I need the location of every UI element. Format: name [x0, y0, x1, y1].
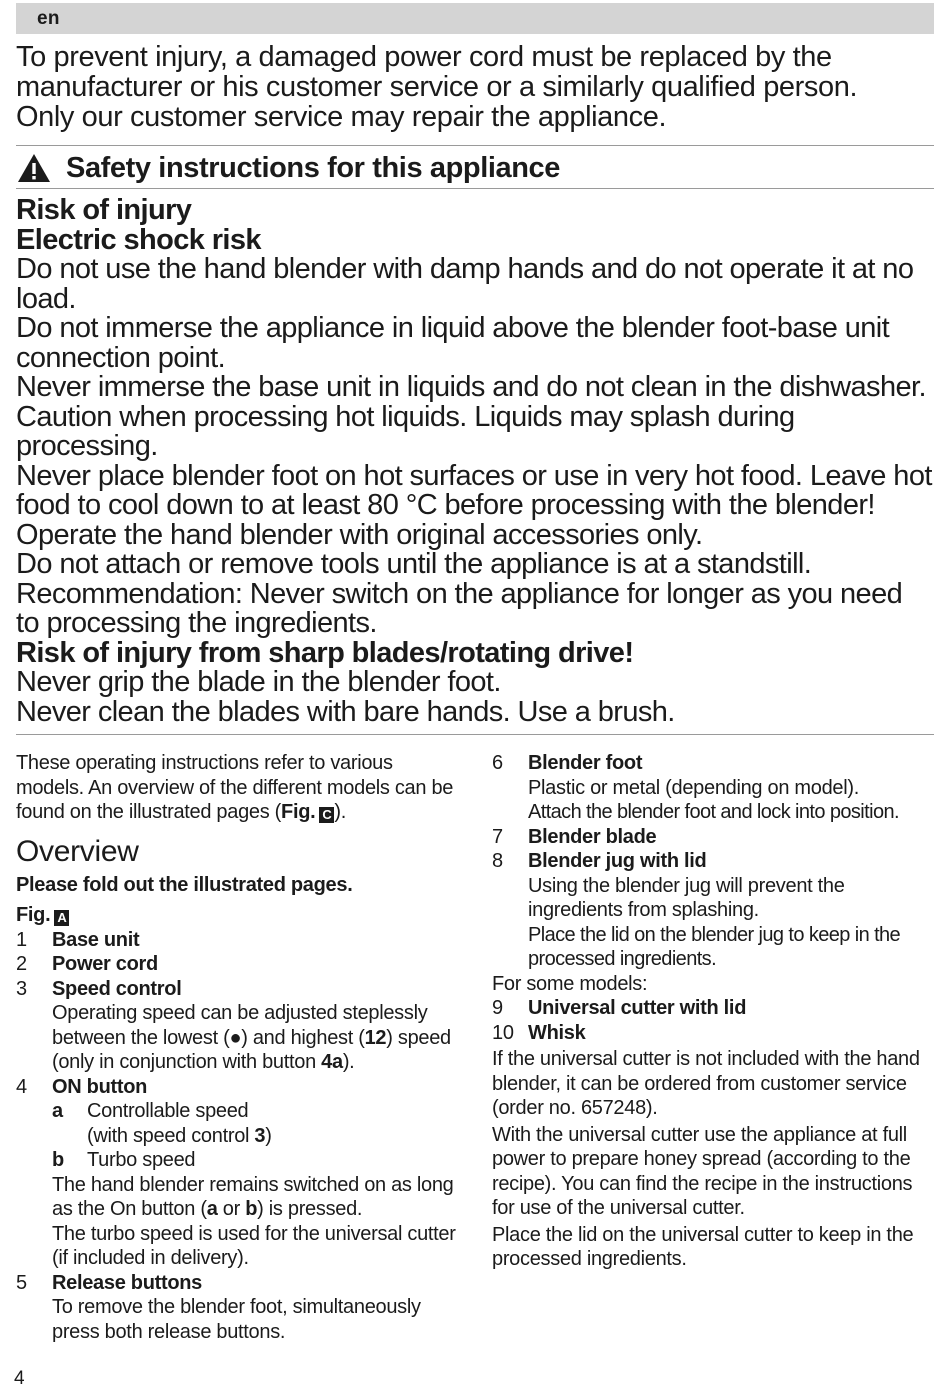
safety-line: Risk of injury from sharp blades/rotating drive!: [16, 636, 634, 669]
figure-label: Fig. A: [16, 903, 461, 928]
item-description: Operating speed can be adjusted steplessly between the lowest (●) and highest (12) speed (only in conjunction with button 4a).: [52, 1002, 451, 1073]
safety-line: food to cool down to at least 80 °C before processing with the blender!: [16, 489, 875, 521]
paragraph: With the universal cutter use the appliance at full power to prepare honey spread (according to the recipe). You can find the recipe in the instructions for use of the universal cutter.: [492, 1123, 913, 1219]
safety-line: Never clean the blades with bare hands. Use a brush.: [16, 695, 675, 728]
overview-item: 7 Blender blade: [492, 825, 657, 848]
safety-heading: [16, 150, 934, 186]
intro-warning: [16, 42, 936, 132]
warning-triangle-icon: [16, 152, 52, 184]
divider: [16, 734, 934, 735]
fold-note: Please fold out the illustrated pages.: [16, 873, 353, 896]
sub-item-description: (with speed control 3): [87, 1124, 272, 1147]
safety-line: Do not immerse the appliance in liquid above the blender foot-base unit: [16, 312, 890, 344]
overview-item: 6 Blender foot: [492, 752, 643, 774]
divider: [16, 145, 934, 146]
left-column: [16, 751, 461, 1344]
sub-item: b Turbo speed: [52, 1149, 196, 1171]
intro-warning-line: To prevent injury, a damaged power cord must be replaced by the: [16, 41, 832, 73]
language-header-bar: [16, 3, 934, 34]
paragraph: Place the lid on the universal cutter to keep in the processed ingredients.: [492, 1223, 914, 1270]
safety-line: load.: [16, 282, 76, 315]
figure-c-badge: C: [319, 807, 334, 823]
for-some-models: For some models:: [492, 972, 648, 995]
safety-line: Never immerse the base unit in liquids and do not clean in the dishwasher.: [16, 371, 926, 403]
item-description: Using the blender jug will prevent the ingredients from splashing.: [528, 874, 845, 921]
right-column: [492, 751, 937, 1272]
overview-item: 9 Universal cutter with lid: [492, 997, 747, 1019]
item-description: The turbo speed is used for the universal cutter (if included in delivery).: [52, 1222, 456, 1269]
item-description: To remove the blender foot, simultaneously press both release buttons.: [52, 1296, 421, 1343]
paragraph: If the universal cutter is not included with the hand blender, it can be ordered from customer service (order no. 657248).: [492, 1048, 920, 1119]
safety-line: Risk of injury: [16, 194, 192, 226]
figure-a-badge: A: [54, 910, 69, 926]
safety-instructions: [16, 196, 941, 727]
safety-line: Recommendation: Never switch on the appliance for longer as you need: [16, 577, 903, 610]
item-description: Plastic or metal (depending on model).: [528, 776, 860, 799]
safety-line: Never grip the blade in the blender foot.: [16, 666, 501, 698]
sub-item: a Controllable speed: [52, 1100, 249, 1122]
overview-heading: Overview: [16, 834, 139, 868]
safety-line: to processing the ingredients.: [16, 607, 377, 639]
overview-item: 5 Release buttons: [16, 1271, 202, 1294]
intro-warning-line: Only our customer service may repair the appliance.: [16, 101, 667, 133]
overview-item: 4 ON button: [16, 1075, 148, 1098]
item-description: Attach the blender foot and lock into position.: [528, 801, 899, 823]
divider: [16, 188, 934, 189]
item-description: Place the lid on the blender jug to keep in the processed ingredients.: [528, 923, 901, 970]
safety-line: Do not use the hand blender with damp hands and do not operate it at no: [16, 253, 914, 285]
intro-warning-line: manufacturer or his customer service or a similarly qualified person.: [16, 71, 858, 103]
lowest-speed-dot: ●: [229, 1026, 242, 1049]
safety-line: Operate the hand blender with original accessories only.: [16, 518, 703, 551]
safety-line: Caution when processing hot liquids. Liquids may splash during: [16, 400, 795, 433]
overview-item: 8 Blender jug with lid: [492, 850, 707, 872]
safety-line: processing.: [16, 430, 158, 462]
overview-item: 10 Whisk: [492, 1021, 586, 1044]
safety-line: connection point.: [16, 341, 226, 374]
safety-title: Safety instructions for this appliance: [66, 151, 561, 184]
page-number: 4: [14, 1368, 25, 1389]
models-intro: These operating instructions refer to various models. An overview of the different models can be found on the illustrated pages (Fig. C ).: [16, 752, 454, 823]
safety-line: Do not attach or remove tools until the appliance is at a standstill.: [16, 548, 812, 580]
language-code: en: [37, 8, 60, 29]
overview-item: 2 Power cord: [16, 953, 158, 975]
item-description: The hand blender remains switched on as long as the On button (a or b) is pressed.: [52, 1173, 454, 1220]
overview-item: 1 Base unit: [16, 928, 140, 951]
overview-item: 3 Speed control: [16, 977, 182, 1000]
safety-line: Never place blender foot on hot surfaces or use in very hot food. Leave hot: [16, 459, 932, 492]
safety-line: Electric shock risk: [16, 223, 261, 256]
